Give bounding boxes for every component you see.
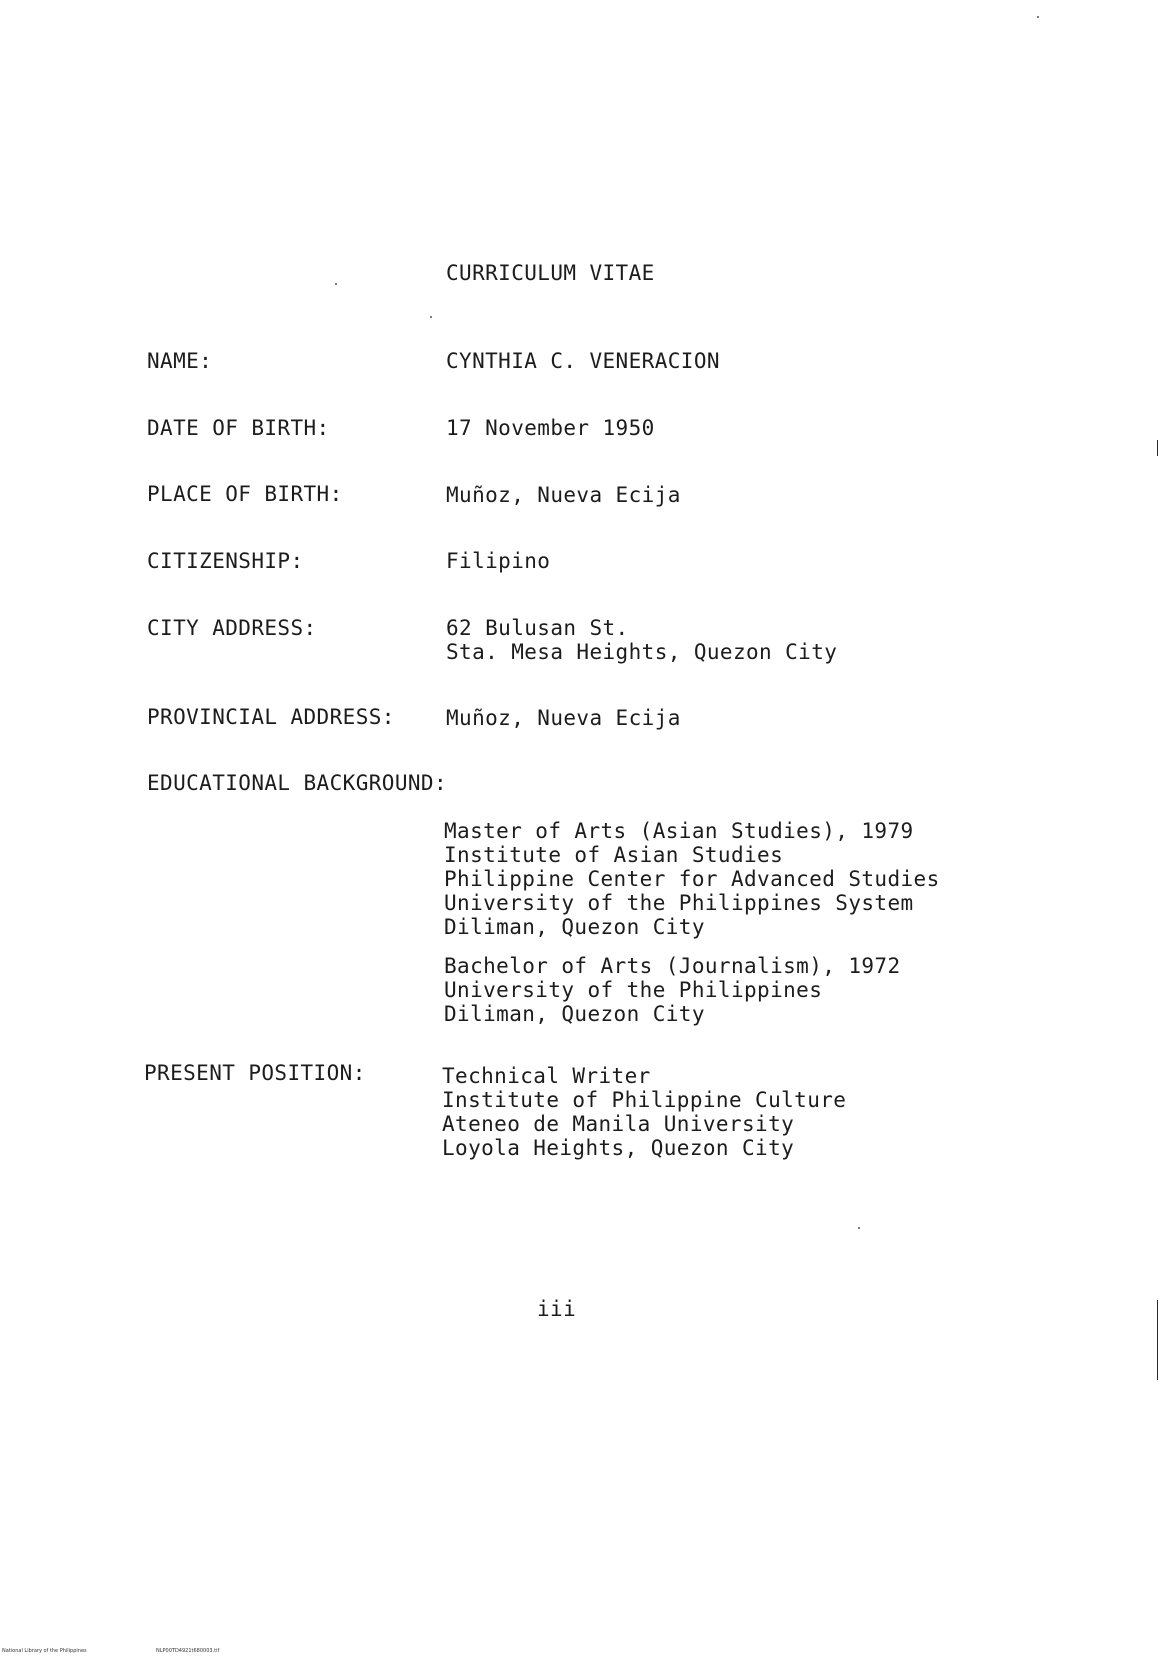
name-label: NAME: (147, 349, 213, 373)
present-position-label: PRESENT POSITION: (144, 1061, 366, 1085)
provincial-address-label: PROVINCIAL ADDRESS: (147, 705, 395, 729)
city-address-line: 62 Bulusan St. (446, 616, 629, 640)
scan-edge-line (1157, 1300, 1158, 1380)
scan-speck (335, 283, 337, 285)
citizenship-value: Filipino (446, 549, 551, 573)
date-of-birth-value: 17 November 1950 (446, 416, 655, 440)
page-number: iii (537, 1297, 577, 1321)
scan-speck (430, 316, 432, 318)
present-position-value (442, 1064, 846, 1160)
education-entry-masters (444, 819, 940, 939)
scan-edge-mark (1157, 440, 1158, 456)
city-address-value (446, 616, 837, 664)
position-line: Loyola Heights, Quezon City (442, 1136, 795, 1160)
education-line: University of the Philippines (444, 978, 823, 1002)
education-line: Institute of Asian Studies (444, 843, 784, 867)
position-line: Ateneo de Manila University (442, 1112, 795, 1136)
footer-library: National Library of the Philippines (2, 1648, 87, 1654)
scan-speck (1037, 16, 1039, 18)
place-of-birth-label: PLACE OF BIRTH: (147, 482, 343, 506)
city-address-line: Sta. Mesa Heights, Quezon City (446, 640, 838, 664)
education-line: Diliman, Quezon City (444, 915, 705, 939)
date-of-birth-label: DATE OF BIRTH: (147, 416, 330, 440)
position-line: Technical Writer (442, 1064, 651, 1088)
education-line: University of the Philippines System (444, 891, 914, 915)
education-entry-bachelors (444, 954, 901, 1026)
place-of-birth-value: Muñoz, Nueva Ecija (446, 483, 681, 507)
footer-file-ref: NLP00TD4921t680003.tif (156, 1648, 220, 1654)
education-line: Bachelor of Arts (Journalism), 1972 (444, 954, 901, 978)
educational-background-label: EDUCATIONAL BACKGROUND: (147, 771, 447, 795)
education-line: Philippine Center for Advanced Studies (444, 867, 940, 891)
name-value: CYNTHIA C. VENERACION (446, 349, 720, 373)
scan-speck (858, 1227, 860, 1229)
provincial-address-value: Muñoz, Nueva Ecija (446, 706, 681, 730)
position-line: Institute of Philippine Culture (442, 1088, 847, 1112)
citizenship-label: CITIZENSHIP: (147, 549, 304, 573)
city-address-label: CITY ADDRESS: (147, 616, 317, 640)
education-line: Diliman, Quezon City (444, 1002, 705, 1026)
education-line: Master of Arts (Asian Studies), 1979 (444, 819, 914, 843)
document-title: CURRICULUM VITAE (446, 261, 655, 285)
